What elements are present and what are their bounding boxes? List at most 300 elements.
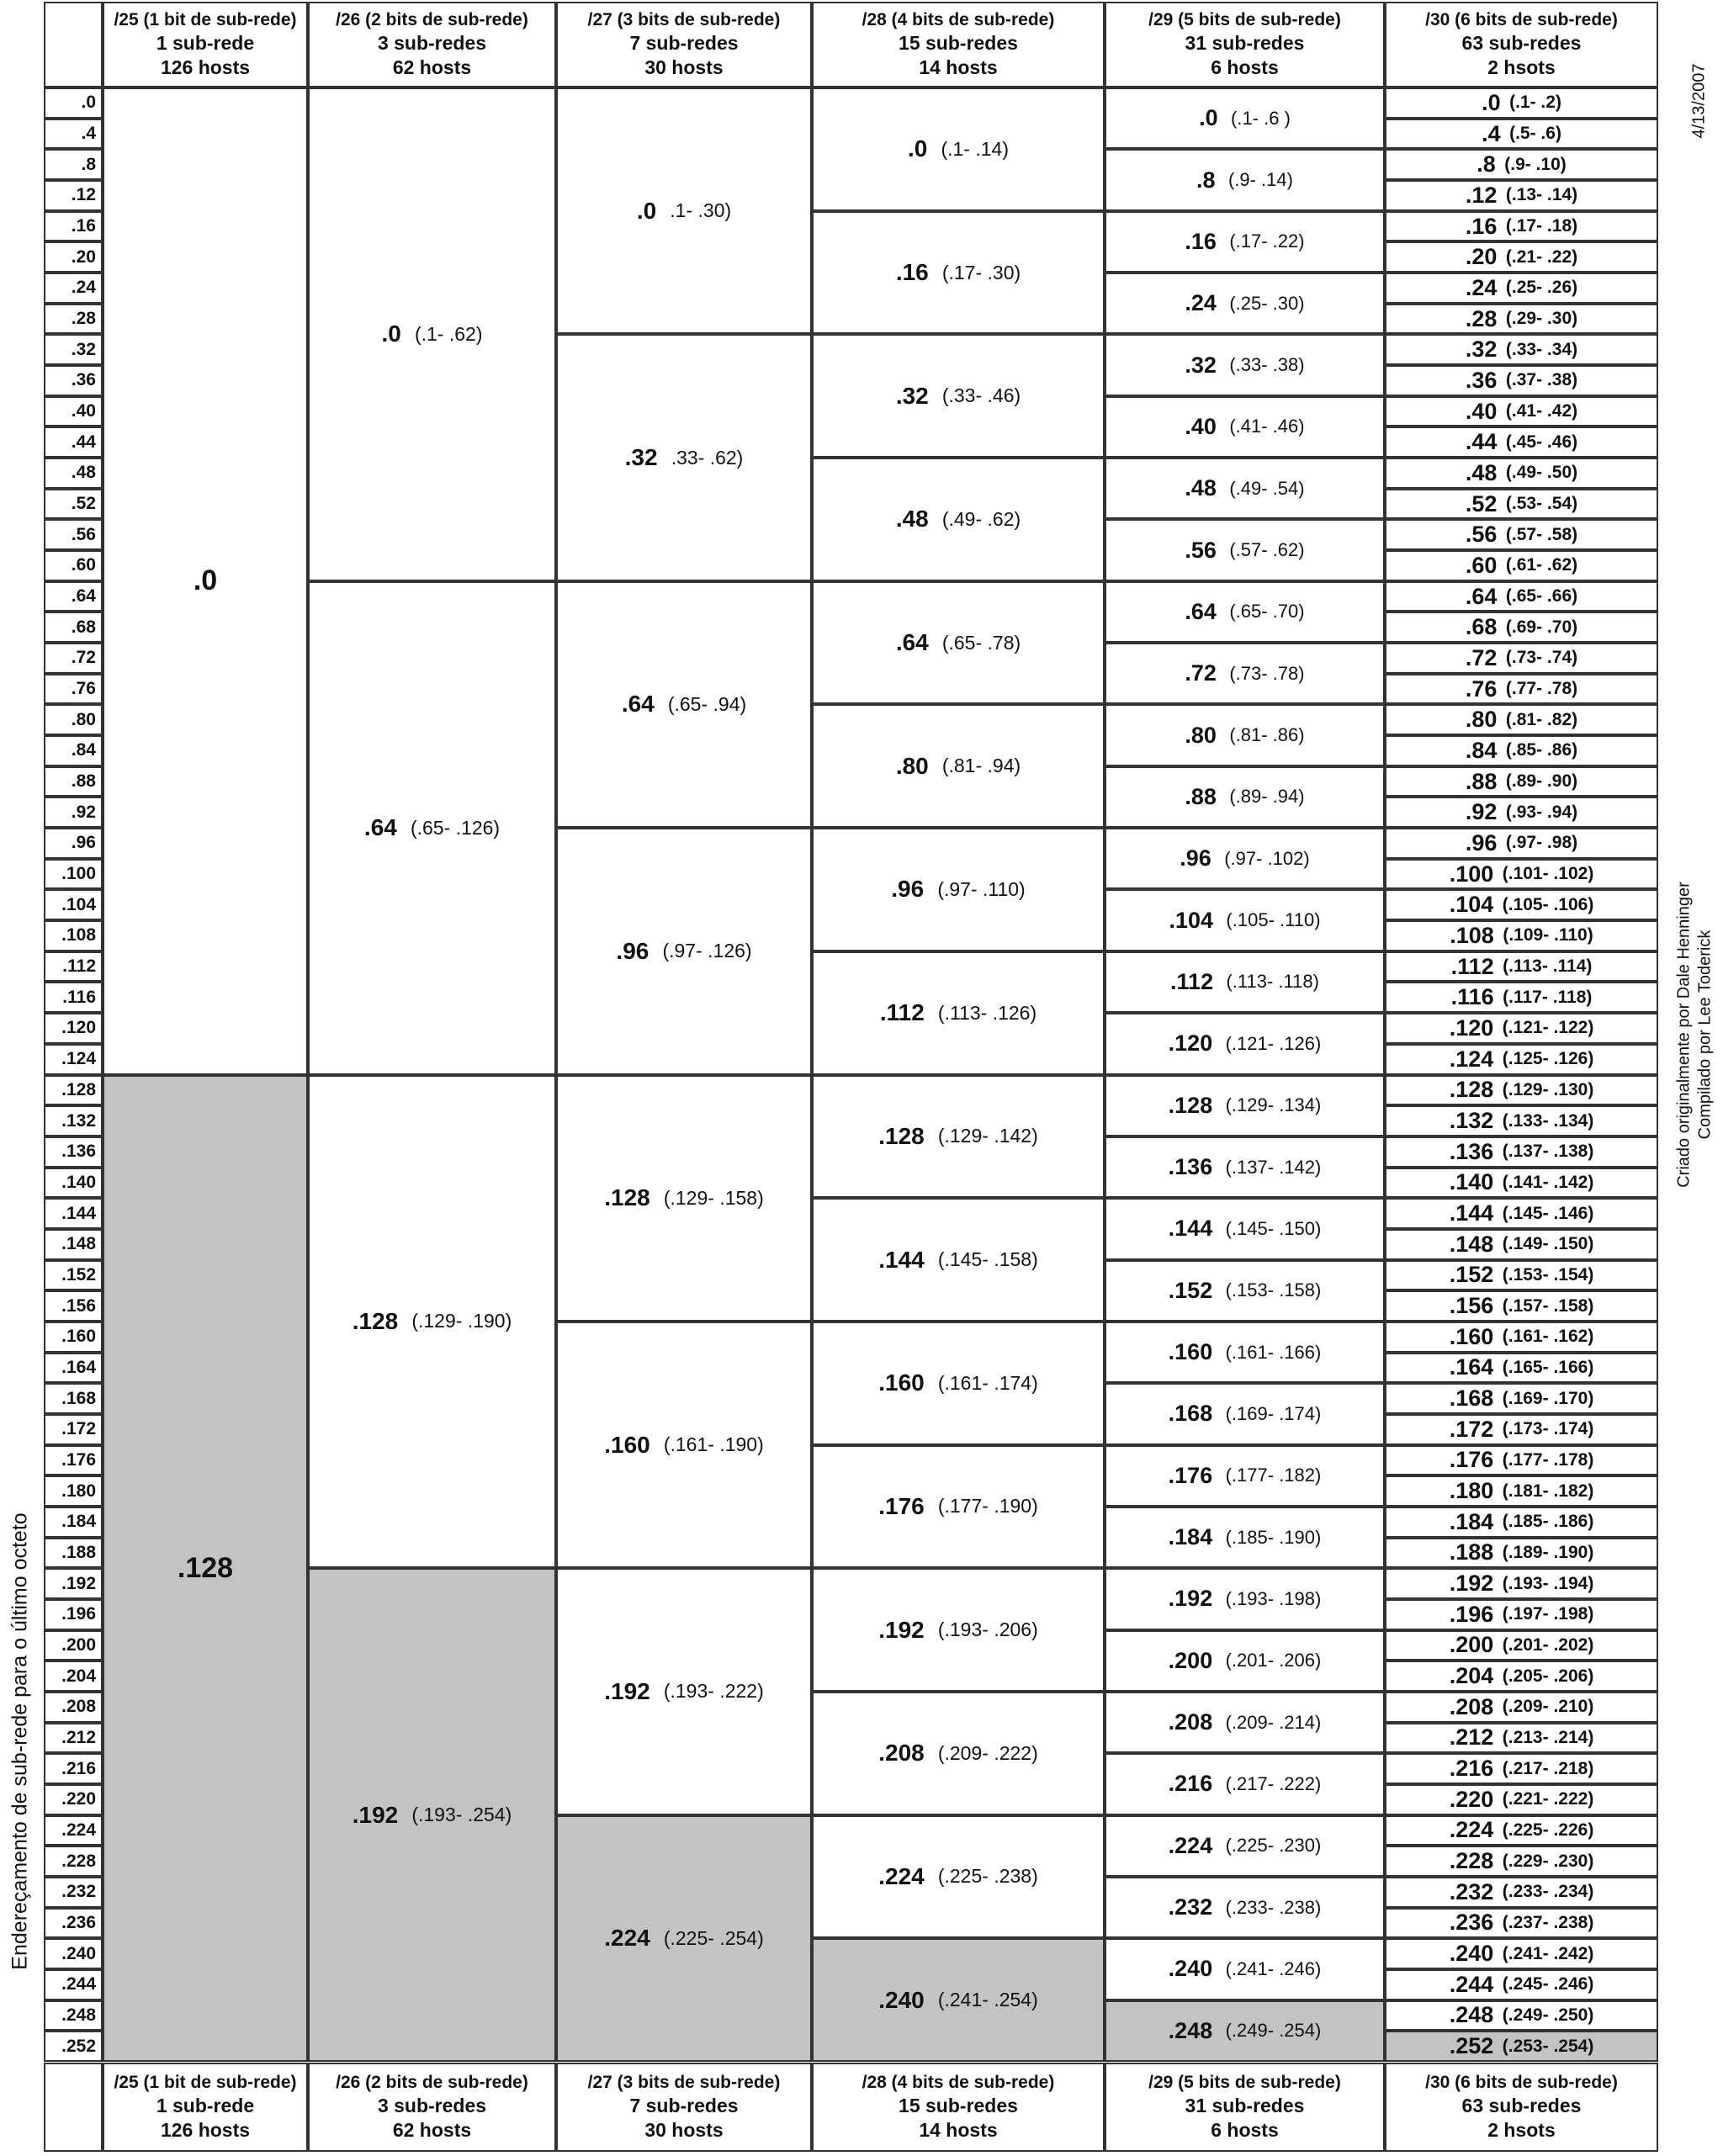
host-range: (.193- .198) <box>1225 1587 1322 1609</box>
subnet-address: .16 <box>895 259 929 286</box>
subnet-block-prefix-28 <box>812 951 1105 1075</box>
host-range: (.53- .54) <box>1505 494 1578 514</box>
subnet-block-prefix-30 <box>1385 643 1658 674</box>
header-line-l2: 15 sub-redes <box>899 32 1018 55</box>
host-range: (.145- .158) <box>937 1248 1038 1271</box>
header-line-l3: 2 hsots <box>1487 56 1556 79</box>
host-range: (.197- .198) <box>1502 1604 1594 1624</box>
subnet-address: .144 <box>1168 1216 1213 1242</box>
header-line-l3: 30 hosts <box>644 2119 724 2142</box>
subnet-block-prefix-30 <box>1385 1877 1658 1908</box>
header-line-l2: 31 sub-redes <box>1185 32 1305 55</box>
subnet-block-prefix-27 <box>556 828 812 1074</box>
subnet-block-prefix-30 <box>1385 1692 1658 1723</box>
subnet-address: .140 <box>1449 1169 1494 1195</box>
host-range: (.89- .90) <box>1505 771 1578 792</box>
host-range: (.121- .126) <box>1225 1032 1322 1054</box>
subnet-address: .208 <box>1168 1709 1213 1735</box>
host-range: (.77- .78) <box>1505 679 1578 699</box>
host-range: (.49- .62) <box>941 507 1021 530</box>
subnet-block-prefix-29 <box>1105 1075 1385 1136</box>
subnet-block-prefix-30 <box>1385 1969 1658 2000</box>
subnet-block-prefix-28 <box>812 828 1105 951</box>
offset-label: .120 <box>44 1013 103 1044</box>
host-range: (.237- .238) <box>1502 1912 1594 1932</box>
subnet-block-prefix-30 <box>1385 920 1658 951</box>
header-top-prefix-27 <box>556 2 812 87</box>
subnet-address: .16 <box>1185 228 1217 254</box>
subnet-block-prefix-27 <box>556 581 812 828</box>
subnet-address: .232 <box>1168 1894 1213 1920</box>
host-range: (.73- .74) <box>1505 648 1578 668</box>
host-range: (.97- .102) <box>1224 847 1310 869</box>
subnet-address: .28 <box>1465 305 1498 331</box>
host-range: (.193- .194) <box>1502 1573 1594 1593</box>
subnet-block-prefix-28 <box>812 87 1105 211</box>
host-range: (.81- .82) <box>1505 709 1578 729</box>
host-range: (.145- .146) <box>1502 1203 1594 1223</box>
subnet-block-prefix-30 <box>1385 1290 1658 1322</box>
offset-label: .204 <box>44 1661 103 1692</box>
host-range: (.65- .70) <box>1229 601 1305 622</box>
subnet-block-prefix-29 <box>1105 581 1385 643</box>
subnet-address: .8 <box>1196 167 1216 193</box>
offset-label: .112 <box>44 951 103 983</box>
subnet-block-prefix-29 <box>1105 149 1385 210</box>
offset-label: .160 <box>44 1322 103 1353</box>
subnet-block-prefix-30 <box>1385 1105 1658 1136</box>
host-range: (.161- .190) <box>663 1433 764 1456</box>
host-range: (.165- .166) <box>1502 1357 1594 1377</box>
subnet-address: .128 <box>1449 1077 1494 1103</box>
host-range: (.17- .30) <box>941 261 1021 283</box>
host-range: (.113- .118) <box>1226 971 1319 993</box>
host-range: (.65- .94) <box>667 692 747 715</box>
host-range: (.5- .6) <box>1509 124 1561 143</box>
subnet-address: .208 <box>878 1740 925 1767</box>
offset-label: .148 <box>44 1229 103 1260</box>
subnet-block-prefix-28 <box>812 704 1105 828</box>
subnet-address: .172 <box>1449 1416 1494 1442</box>
subnet-block-prefix-30 <box>1385 1229 1658 1260</box>
subnet-block-prefix-30 <box>1385 1661 1658 1692</box>
host-range: (.161- .174) <box>937 1371 1038 1394</box>
offset-label: .68 <box>44 612 103 643</box>
header-top-prefix-25 <box>103 2 308 87</box>
subnet-block-prefix-29 <box>1105 643 1385 704</box>
subnet-address: .60 <box>1465 552 1498 578</box>
host-range: (.13- .14) <box>1505 185 1578 205</box>
offset-label: .212 <box>44 1723 103 1754</box>
host-range: (.157- .158) <box>1502 1295 1594 1316</box>
subnet-block-prefix-29 <box>1105 1445 1385 1507</box>
host-range: (.97- .110) <box>937 877 1026 900</box>
subnet-address: .152 <box>1449 1262 1494 1288</box>
host-range: (.249- .254) <box>1225 2020 1322 2042</box>
subnet-block-prefix-30 <box>1385 1599 1658 1630</box>
offset-label: .252 <box>44 2031 103 2062</box>
subnet-address: .112 <box>879 999 925 1026</box>
host-range: (.137- .138) <box>1502 1142 1594 1162</box>
subnet-address: .216 <box>1449 1756 1494 1782</box>
subnet-address: .96 <box>616 937 649 964</box>
subnet-block-prefix-30 <box>1385 1815 1658 1846</box>
subnet-address: .160 <box>604 1431 650 1458</box>
offset-label: .152 <box>44 1260 103 1291</box>
subnet-block-prefix-28 <box>812 334 1105 458</box>
subnet-address: .248 <box>1168 2017 1213 2043</box>
subnet-block-prefix-25 <box>103 1075 308 2063</box>
header-line-l2: 3 sub-redes <box>377 2095 487 2117</box>
offset-label: .140 <box>44 1168 103 1199</box>
subnet-block-prefix-25 <box>103 87 308 1075</box>
subnet-address: .240 <box>1449 1941 1494 1967</box>
header-line-l1: /26 (2 bits de sub-rede) <box>336 2073 528 2093</box>
subnet-address: .200 <box>1168 1647 1213 1673</box>
offset-label: .0 <box>44 87 103 119</box>
subnet-address: .128 <box>177 1551 234 1584</box>
subnet-address: .236 <box>1449 1910 1494 1936</box>
subnet-block-prefix-29 <box>1105 87 1385 149</box>
subnet-address: .100 <box>1449 861 1494 887</box>
subnet-address: .0 <box>1199 105 1218 131</box>
subnet-address: .224 <box>604 1925 650 1952</box>
subnet-block-prefix-29 <box>1105 273 1385 334</box>
offset-label: .4 <box>44 119 103 150</box>
host-range: (.129- .158) <box>663 1186 764 1209</box>
offset-label: .248 <box>44 2000 103 2032</box>
header-bottom-prefix-29 <box>1105 2063 1385 2152</box>
host-range: (.41- .42) <box>1505 401 1578 421</box>
host-range: (.113- .126) <box>937 1001 1037 1024</box>
header-line-l2: 31 sub-redes <box>1185 2095 1305 2117</box>
offset-label: .80 <box>44 704 103 735</box>
subnet-block-prefix-30 <box>1385 1075 1658 1106</box>
subnet-address: .104 <box>1449 892 1494 918</box>
host-range: (.161- .162) <box>1502 1327 1594 1347</box>
offset-label: .128 <box>44 1075 103 1106</box>
host-range: (.253- .254) <box>1502 2036 1594 2056</box>
subnet-address: .180 <box>1449 1478 1494 1504</box>
subnet-address: .116 <box>1450 984 1494 1010</box>
subnet-address: .224 <box>878 1862 925 1889</box>
subnet-block-prefix-30 <box>1385 426 1658 458</box>
subnet-address: .20 <box>1465 244 1498 270</box>
subnet-address: .188 <box>1449 1539 1494 1565</box>
subnet-block-prefix-30 <box>1385 211 1658 242</box>
subnet-block-prefix-29 <box>1105 334 1385 395</box>
subnet-address: .212 <box>1449 1724 1494 1751</box>
host-range: (.49- .50) <box>1505 463 1578 483</box>
subnet-address: .4 <box>1482 120 1501 146</box>
subnet-block-prefix-30 <box>1385 1630 1658 1661</box>
host-range: (.217- .218) <box>1502 1758 1594 1778</box>
host-range: (.65- .78) <box>941 631 1021 654</box>
subnet-block-prefix-29 <box>1105 1383 1385 1444</box>
subnet-block-prefix-27 <box>556 87 812 334</box>
header-corner-top <box>44 2 103 87</box>
subnet-block-prefix-30 <box>1385 1445 1658 1476</box>
header-top-prefix-26 <box>308 2 556 87</box>
header-line-l3: 14 hosts <box>919 2119 998 2142</box>
host-range: (.113- .114) <box>1503 956 1593 977</box>
header-top-prefix-28 <box>812 2 1105 87</box>
offset-label: .52 <box>44 489 103 520</box>
host-range: (.61- .62) <box>1505 555 1578 575</box>
host-range: (.97- .98) <box>1505 833 1578 853</box>
subnet-address: .200 <box>1449 1632 1494 1658</box>
host-range: (.89- .94) <box>1229 786 1305 808</box>
header-line-l1: /25 (1 bit de sub-rede) <box>114 10 297 30</box>
subnet-block-prefix-30 <box>1385 1013 1658 1044</box>
host-range: (.225- .230) <box>1225 1835 1322 1857</box>
offset-label: .48 <box>44 458 103 489</box>
subnet-block-prefix-28 <box>812 1692 1105 1815</box>
host-range: (.193- .206) <box>937 1618 1038 1641</box>
offset-label: .32 <box>44 334 103 365</box>
subnet-address: .64 <box>1465 583 1498 609</box>
subnet-address: .104 <box>1169 907 1214 933</box>
header-line-l2: 1 sub-rede <box>156 2095 255 2117</box>
side-credit-original: Criado originalmente por Dale Henninger <box>1674 882 1694 1188</box>
subnet-block-prefix-29 <box>1105 1260 1385 1322</box>
subnet-address: .0 <box>636 197 657 224</box>
header-line-l2: 63 sub-redes <box>1461 2095 1582 2117</box>
subnet-address: .24 <box>1465 274 1498 300</box>
offset-label: .12 <box>44 180 103 211</box>
subnet-address: .68 <box>1465 614 1498 640</box>
subnet-block-prefix-30 <box>1385 674 1658 705</box>
subnet-address: .96 <box>891 876 925 903</box>
subnet-block-prefix-30 <box>1385 1784 1658 1815</box>
subnet-block-prefix-30 <box>1385 1538 1658 1569</box>
offset-label: .88 <box>44 766 103 797</box>
host-range: (.125- .126) <box>1502 1049 1594 1069</box>
host-range: (.17- .22) <box>1229 230 1305 252</box>
header-line-l1: /29 (5 bits de sub-rede) <box>1148 10 1341 30</box>
offset-label: .16 <box>44 211 103 242</box>
header-line-l3: 126 hosts <box>160 2119 251 2142</box>
subnet-block-prefix-27 <box>556 1815 812 2062</box>
subnet-address: .96 <box>1465 829 1498 856</box>
subnet-address: .192 <box>1168 1586 1213 1612</box>
subnet-address: .156 <box>1449 1293 1494 1319</box>
subnet-block-prefix-30 <box>1385 859 1658 890</box>
subnet-block-prefix-30 <box>1385 1475 1658 1507</box>
host-range: (.241- .246) <box>1225 1957 1322 1979</box>
subnet-block-prefix-30 <box>1385 458 1658 489</box>
subnet-block-prefix-28 <box>812 1938 1105 2062</box>
host-range: (.105- .110) <box>1226 909 1321 931</box>
host-range: (.33- .46) <box>941 384 1021 407</box>
subnet-address: .224 <box>1168 1832 1213 1858</box>
subnet-address: .88 <box>1185 783 1217 809</box>
header-bottom-prefix-26 <box>308 2063 556 2152</box>
host-range: (.1- .14) <box>941 137 1009 160</box>
host-range: (.233- .234) <box>1502 1882 1594 1902</box>
offset-label: .124 <box>44 1044 103 1075</box>
host-range: (.225- .238) <box>937 1865 1038 1888</box>
host-range: (.57- .58) <box>1505 524 1578 544</box>
offset-label: .208 <box>44 1692 103 1723</box>
subnet-address: .128 <box>1168 1092 1213 1118</box>
subnet-address: .64 <box>1185 598 1217 624</box>
subnet-address: .40 <box>1185 413 1217 439</box>
header-line-l2: 1 sub-rede <box>156 32 255 55</box>
subnet-block-prefix-29 <box>1105 1322 1385 1383</box>
offset-label: .188 <box>44 1538 103 1569</box>
offset-label: .84 <box>44 735 103 766</box>
host-range: (.209- .222) <box>937 1741 1038 1764</box>
subnet-block-prefix-30 <box>1385 1168 1658 1199</box>
side-label-left: Endereçamento de sub-rede para o último octeto <box>8 1512 32 1970</box>
subnet-address: .244 <box>1449 1971 1494 1997</box>
offset-label: .184 <box>44 1507 103 1538</box>
subnet-block-prefix-28 <box>812 1198 1105 1322</box>
subnet-block-prefix-30 <box>1385 396 1658 427</box>
offset-label: .72 <box>44 643 103 674</box>
subnet-block-prefix-30 <box>1385 550 1658 581</box>
offset-label: .164 <box>44 1353 103 1384</box>
host-range: (.229- .230) <box>1502 1851 1594 1871</box>
subnet-address: .232 <box>1449 1878 1494 1904</box>
subnet-block-prefix-29 <box>1105 1198 1385 1259</box>
subnet-address: .240 <box>1168 1956 1213 1982</box>
subnet-address: .128 <box>352 1307 399 1334</box>
host-range: (.153- .154) <box>1502 1264 1594 1285</box>
host-range: (.149- .150) <box>1502 1234 1594 1254</box>
host-range: (.105- .106) <box>1502 894 1594 914</box>
subnet-block-prefix-30 <box>1385 1414 1658 1445</box>
header-line-l2: 7 sub-redes <box>629 2095 739 2117</box>
host-range: (.185- .190) <box>1225 1526 1322 1548</box>
subnet-block-prefix-29 <box>1105 1630 1385 1692</box>
subnet-address: .48 <box>1185 475 1217 501</box>
subnet-address: .204 <box>1449 1663 1494 1689</box>
offset-label: .172 <box>44 1414 103 1445</box>
host-range: (.181- .182) <box>1502 1481 1594 1501</box>
host-range: (.121- .122) <box>1502 1018 1594 1038</box>
host-range: .33- .62) <box>671 446 744 469</box>
header-line-l1: /27 (3 bits de sub-rede) <box>587 2073 781 2093</box>
subnet-block-prefix-30 <box>1385 1322 1658 1353</box>
header-line-l1: /30 (6 bits de sub-rede) <box>1425 2073 1618 2093</box>
side-date: 4/13/2007 <box>1689 63 1709 139</box>
subnet-address: .144 <box>1449 1200 1494 1226</box>
subnet-block-prefix-29 <box>1105 1136 1385 1198</box>
subnet-address: .32 <box>624 444 658 471</box>
offset-label: .100 <box>44 859 103 890</box>
offset-label: .56 <box>44 519 103 550</box>
subnet-block-prefix-30 <box>1385 87 1658 119</box>
subnet-address: .0 <box>1482 89 1501 115</box>
host-range: (.85- .86) <box>1505 740 1578 760</box>
offset-label: .36 <box>44 365 103 396</box>
host-range: (.161- .166) <box>1225 1341 1322 1363</box>
header-line-l1: /25 (1 bit de sub-rede) <box>114 2073 297 2093</box>
host-range: (.201- .202) <box>1502 1634 1594 1655</box>
subnet-address: .216 <box>1168 1771 1213 1797</box>
subnet-address: .52 <box>1465 490 1498 516</box>
subnet-address: .132 <box>1449 1108 1494 1133</box>
subnet-address: .32 <box>1465 336 1498 363</box>
host-range: (.129- .190) <box>411 1310 512 1332</box>
host-range: (.153- .158) <box>1225 1279 1322 1301</box>
host-range: (.21- .22) <box>1505 246 1578 267</box>
subnet-block-prefix-30 <box>1385 951 1658 983</box>
subnet-address: .84 <box>1465 737 1498 763</box>
subnet-block-prefix-30 <box>1385 2031 1658 2062</box>
subnet-block-prefix-30 <box>1385 149 1658 180</box>
subnet-block-prefix-30 <box>1385 797 1658 828</box>
host-range: (.193- .254) <box>411 1804 512 1826</box>
offset-label: .180 <box>44 1475 103 1507</box>
subnet-block-prefix-30 <box>1385 1938 1658 1969</box>
subnet-block-prefix-30 <box>1385 1136 1658 1168</box>
subnet-address: .80 <box>1185 722 1217 748</box>
subnet-block-prefix-30 <box>1385 1383 1658 1414</box>
host-range: (.225- .226) <box>1502 1820 1594 1840</box>
subnet-block-prefix-30 <box>1385 304 1658 335</box>
host-range: (.249- .250) <box>1502 2005 1594 2025</box>
subnet-address: .240 <box>878 1986 925 2013</box>
subnet-address: .220 <box>1449 1786 1494 1812</box>
subnet-address: .160 <box>878 1369 925 1396</box>
subnet-block-prefix-30 <box>1385 704 1658 735</box>
header-line-l3: 62 hosts <box>392 56 472 79</box>
subnet-address: .56 <box>1465 522 1498 548</box>
host-range: (.209- .214) <box>1225 1711 1322 1733</box>
subnet-block-prefix-30 <box>1385 1723 1658 1754</box>
host-range: (.101- .102) <box>1502 864 1594 884</box>
subnet-block-prefix-30 <box>1385 273 1658 304</box>
offset-label: .60 <box>44 550 103 581</box>
subnet-address: .76 <box>1465 675 1498 702</box>
host-range: .1- .30) <box>670 199 732 222</box>
subnet-block-prefix-30 <box>1385 519 1658 550</box>
offset-label: .176 <box>44 1445 103 1476</box>
subnet-block-prefix-29 <box>1105 1815 1385 1877</box>
subnet-block-prefix-26 <box>308 87 556 581</box>
subnet-block-prefix-30 <box>1385 1044 1658 1075</box>
subnet-block-prefix-28 <box>812 1075 1105 1199</box>
subnet-address: .176 <box>1168 1462 1213 1488</box>
subnet-address: .228 <box>1449 1848 1494 1874</box>
header-line-l2: 7 sub-redes <box>629 32 739 55</box>
header-line-l1: /30 (6 bits de sub-rede) <box>1425 10 1618 30</box>
subnet-address: .164 <box>1449 1354 1494 1380</box>
offset-label: .76 <box>44 674 103 705</box>
subnet-block-prefix-30 <box>1385 180 1658 211</box>
host-range: (.185- .186) <box>1502 1512 1594 1532</box>
offset-label: .224 <box>44 1815 103 1846</box>
subnet-address: .176 <box>1449 1447 1494 1473</box>
header-line-l3: 30 hosts <box>644 56 724 79</box>
subnet-block-prefix-30 <box>1385 1507 1658 1538</box>
subnet-address: .160 <box>1168 1339 1213 1365</box>
host-range: (.189- .190) <box>1502 1542 1594 1562</box>
subnet-block-prefix-30 <box>1385 1568 1658 1599</box>
header-line-l1: /27 (3 bits de sub-rede) <box>587 10 781 30</box>
host-range: (.145- .150) <box>1225 1217 1322 1239</box>
offset-label: .200 <box>44 1630 103 1661</box>
subnet-block-prefix-30 <box>1385 1753 1658 1784</box>
subnet-block-prefix-29 <box>1105 519 1385 580</box>
subnet-address: .224 <box>1449 1817 1494 1843</box>
subnet-address: .120 <box>1449 1014 1494 1041</box>
subnet-block-prefix-29 <box>1105 211 1385 273</box>
host-range: (.141- .142) <box>1502 1172 1594 1192</box>
